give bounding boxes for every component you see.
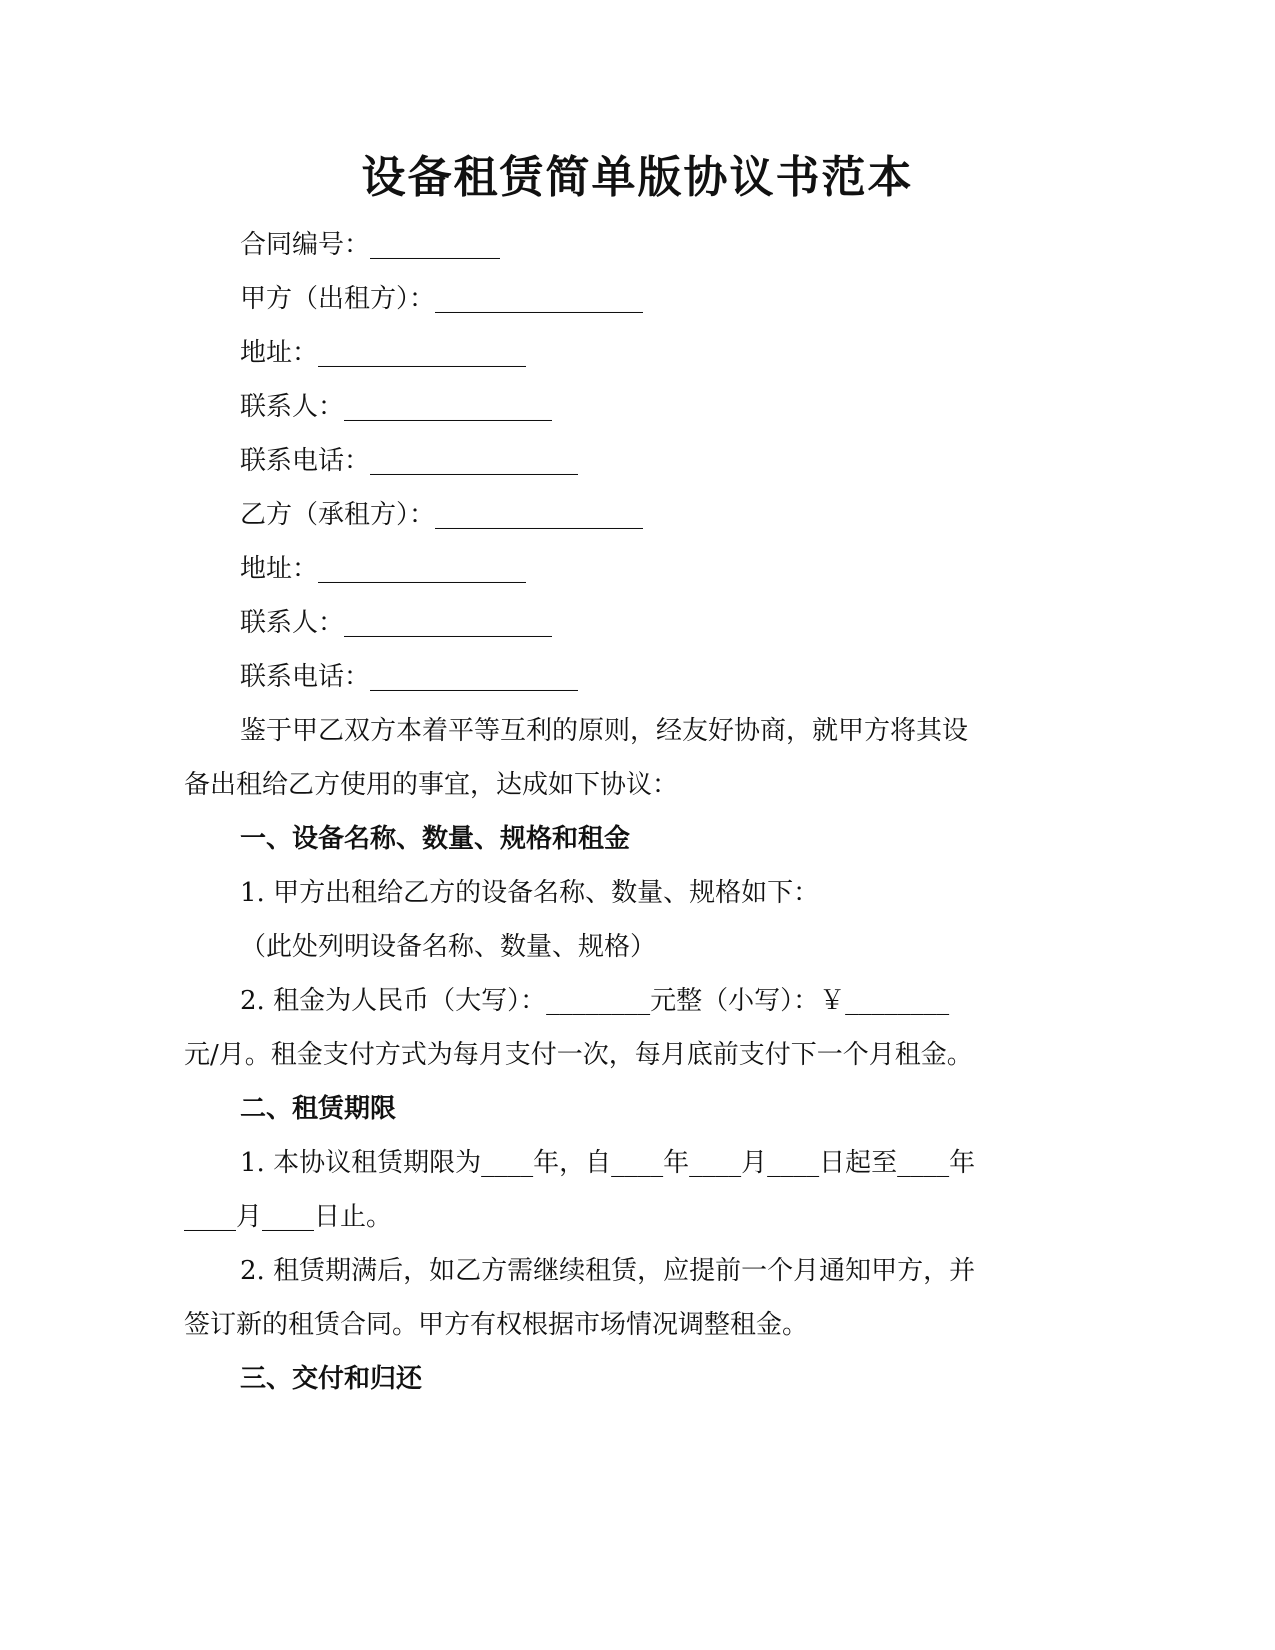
party-a-field: 甲方（出租方）：________________ [240, 284, 644, 314]
party-a-phone-field: 联系电话：________________ [240, 446, 579, 476]
clause-1-1: 1. 甲方出租给乙方的设备名称、数量、规格如下： [240, 878, 820, 908]
document-title: 设备租赁简单版协议书范本 [361, 152, 914, 203]
clause-2-2-line-2: 签订新的租赁合同。甲方有权根据市场情况调整租金。 [184, 1310, 809, 1340]
section-heading-2: 二、租赁期限 [240, 1094, 397, 1124]
clause-1-2-line-1: 2. 租金为人民币（大写）：________元整（小写）：￥________ [240, 986, 950, 1016]
party-b-address-field: 地址：________________ [240, 554, 527, 584]
party-a-contact-field: 联系人：________________ [240, 392, 553, 422]
party-a-address-field: 地址：________________ [240, 338, 527, 368]
preamble-line-1: 鉴于甲乙双方本着平等互利的原则，经友好协商，就甲方将其设 [240, 716, 969, 746]
preamble-line-2: 备出租给乙方使用的事宜，达成如下协议： [184, 770, 679, 800]
clause-2-2-line-1: 2. 租赁期满后，如乙方需继续租赁，应提前一个月通知甲方，并 [240, 1256, 976, 1286]
clause-1-2-line-2: 元/月。租金支付方式为每月支付一次，每月底前支付下一个月租金。 [184, 1040, 973, 1070]
equipment-placeholder: （此处列明设备名称、数量、规格） [240, 932, 657, 962]
clause-2-1-line-2: ____月____日止。 [184, 1202, 393, 1232]
clause-2-1-line-1: 1. 本协议租赁期限为____年，自____年____月____日起至____年 [240, 1148, 976, 1178]
party-b-contact-field: 联系人：________________ [240, 608, 553, 638]
section-heading-3: 三、交付和归还 [240, 1364, 423, 1394]
contract-number-field: 合同编号：__________ [240, 230, 501, 260]
section-heading-1: 一、设备名称、数量、规格和租金 [240, 824, 631, 854]
party-b-phone-field: 联系电话：________________ [240, 662, 579, 692]
party-b-field: 乙方（承租方）：________________ [240, 500, 644, 530]
